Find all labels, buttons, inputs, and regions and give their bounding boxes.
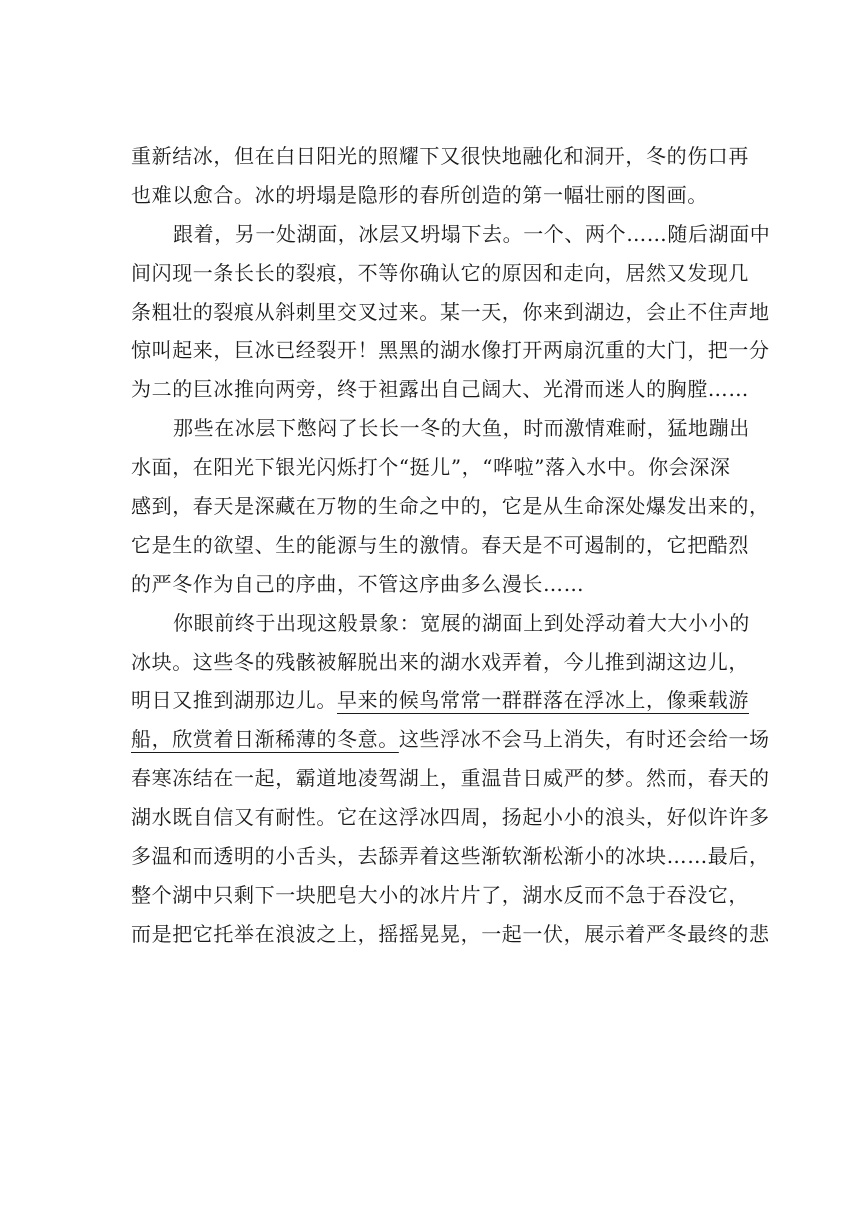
paragraph-3 bbox=[131, 409, 770, 603]
text-line: 它是生的欲望、生的能源与生的激情。春天是不可遏制的，它把酷烈 bbox=[131, 532, 749, 557]
text-line: 为二的巨冰推向两旁，终于袒露出自己阔大、光滑而迷人的胸膛…… bbox=[131, 377, 749, 402]
text-line: 多温和而透明的小舌头，去舔弄着这些渐软渐松渐小的冰块……最后， bbox=[131, 844, 770, 869]
text-line: 湖水既自信又有耐性。它在这浮冰四周，扬起小小的浪头，好似许许多 bbox=[131, 805, 770, 830]
text-line: 整个湖中只剩下一块肥皂大小的冰片片了，湖水反而不急于吞没它， bbox=[131, 882, 749, 907]
paragraph-1 bbox=[131, 137, 749, 215]
text-line: 而是把它托举在浪波之上，摇摇晃晃，一起一伏，展示着严冬最终的悲 bbox=[131, 921, 770, 946]
text-line bbox=[131, 681, 749, 720]
underlined-sentence: 船，欣赏着日渐稀薄的冬意。 bbox=[131, 727, 399, 752]
text-line: 也难以愈合。冰的坍塌是隐形的春所创造的第一幅壮丽的图画。 bbox=[131, 182, 708, 207]
text-segment: 这些浮冰不会马上消失，有时还会给一场 bbox=[398, 727, 770, 752]
text-line: 那些在冰层下憋闷了长长一冬的大鱼，时而激情难耐，猛地蹦出 bbox=[173, 416, 750, 441]
text-line: 跟着，另一处湖面，冰层又坍塌下去。一个、两个……随后湖面中 bbox=[173, 221, 771, 246]
text-line: 惊叫起来，巨冰已经裂开！黑黑的湖水像打开两扇沉重的大门，把一分 bbox=[131, 338, 770, 363]
text-line: 冰块。这些冬的残骸被解脱出来的湖水戏弄着，今儿推到湖这边儿， bbox=[131, 649, 749, 674]
text-line: 的严冬作为自己的序曲，不管这序曲多么漫长…… bbox=[131, 571, 585, 596]
text-line: 春寒冻结在一起，霸道地凌驾湖上，重温昔日威严的梦。然而，春天的 bbox=[131, 766, 770, 791]
text-line: 重新结冰，但在白日阳光的照耀下又很快地融化和洞开，冬的伤口再 bbox=[131, 144, 749, 168]
text-line: 条粗壮的裂痕从斜刺里交叉过来。某一天，你来到湖边，会止不住声地 bbox=[131, 299, 770, 324]
text-line: 水面，在阳光下银光闪烁打个“挺儿”，“哗啦”落入水中。你会深深 bbox=[131, 455, 731, 480]
paragraph-2 bbox=[131, 215, 771, 409]
text-line bbox=[131, 720, 770, 759]
text-line: 间闪现一条长长的裂痕，不等你确认它的原因和走向，居然又发现几 bbox=[131, 260, 749, 285]
text-line: 你眼前终于出现这般景象：宽展的湖面上到处浮动着大大小小的 bbox=[173, 610, 750, 635]
text-segment: 明日又推到湖那边儿。 bbox=[131, 688, 337, 713]
paragraph-4 bbox=[131, 604, 770, 954]
underlined-sentence: 早来的候鸟常常一群群落在浮冰上，像乘载游 bbox=[337, 688, 749, 713]
article-text bbox=[131, 137, 771, 954]
text-line: 感到，春天是深藏在万物的生命之中的，它是从生命深处爆发出来的， bbox=[131, 494, 770, 519]
